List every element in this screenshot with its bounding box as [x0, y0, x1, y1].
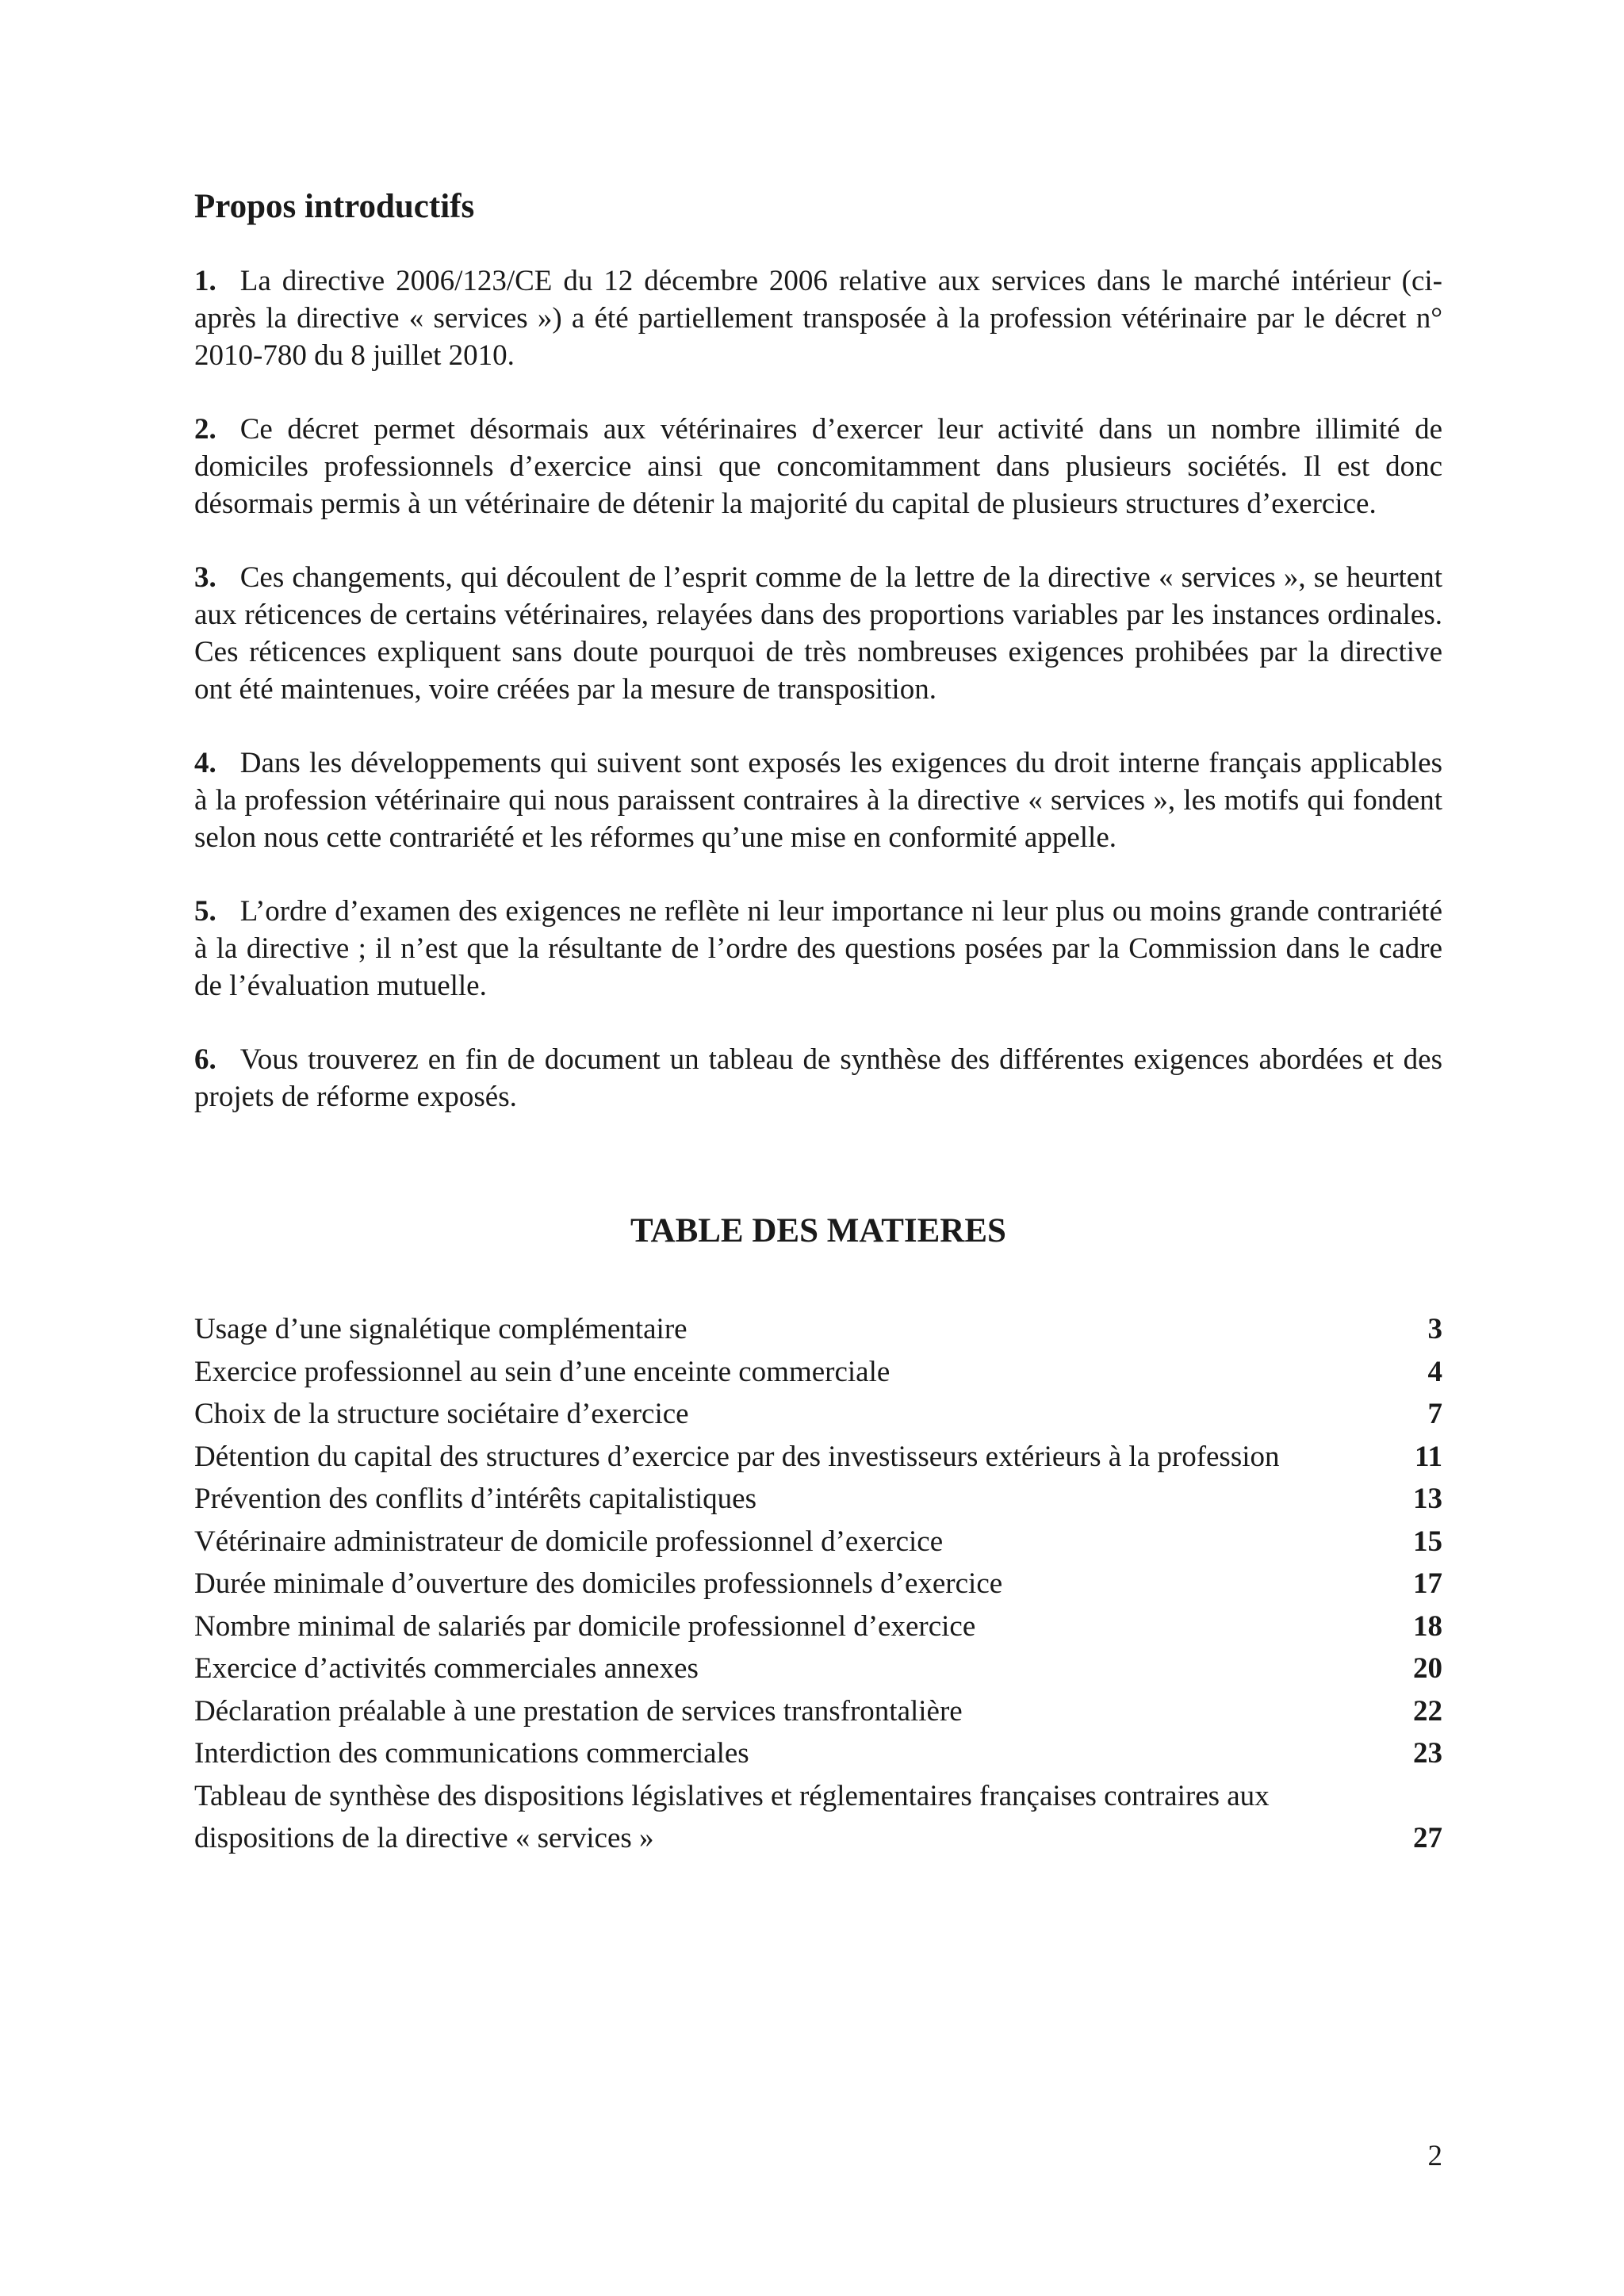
toc-entry-page: 11	[1415, 1440, 1442, 1473]
toc-entry[interactable]	[194, 1351, 1442, 1394]
paragraph-number: 3.	[194, 561, 216, 594]
section-title-intro: Propos introductifs	[194, 188, 475, 225]
toc-entry-label: Exercice professionnel au sein d’une enceinte commerciale	[194, 1355, 891, 1388]
toc-entry[interactable]	[194, 1521, 1442, 1563]
paragraph-text: Ces changements, qui découlent de l’esprit comme de la lettre de la directive « services », se heurtent aux réticences de certains vétérinaires, relayées dans des proportions variables par les instances ordinales. Ces réticences expliquent sans doute pourquoi de très nombreuses exigences prohibées par la directive ont été maintenues, voire créées par la mesure de transposition.	[194, 561, 1442, 706]
toc-entry[interactable]	[194, 1563, 1442, 1605]
toc-entry[interactable]	[194, 1605, 1442, 1648]
paragraph-text: La directive 2006/123/CE du 12 décembre 2006 relative aux services dans le marché intérieur (ci-après la directive « services ») a été partiellement transposée à la profession vétérinaire par le décret n° 2010-780 du 8 juillet 2010.	[194, 264, 1442, 372]
toc-entry-label: Déclaration préalable à une prestation de services transfrontalière	[194, 1694, 963, 1728]
paragraph-4	[194, 744, 1442, 856]
toc-entry[interactable]	[194, 1436, 1442, 1479]
toc-entry-page: 17	[1413, 1567, 1442, 1601]
page-content	[194, 186, 1442, 1860]
toc-entry-page: 20	[1413, 1652, 1442, 1686]
paragraph-text: Vous trouverez en fin de document un tableau de synthèse des différentes exigences abordées et des projets de réforme exposés.	[194, 1043, 1442, 1113]
toc-title: TABLE DES MATIERES	[630, 1211, 1006, 1249]
paragraph-number: 1.	[194, 264, 216, 297]
toc-entry-label: Usage d’une signalétique complémentaire	[194, 1313, 688, 1346]
toc-entry-page: 27	[1413, 1822, 1442, 1855]
toc-entry-label: Tableau de synthèse des dispositions législatives et réglementaires françaises contraires aux dispositions de la directive « services »	[194, 1779, 1270, 1855]
toc-entry-page: 22	[1413, 1694, 1442, 1728]
paragraph-number: 5.	[194, 894, 216, 928]
paragraph-text: Ce décret permet désormais aux vétérinaires d’exercer leur activité dans un nombre illimité de domiciles professionnels d’exercice ainsi que concomitamment dans plusieurs sociétés. Il est donc désormais permis à un vétérinaire de détenir la majorité du capital de plusieurs structures d’exercice.	[194, 412, 1442, 520]
toc-entry-label: Détention du capital des structures d’exercice par des investisseurs extérieurs à la profession	[194, 1440, 1280, 1473]
toc-entry[interactable]	[194, 1308, 1442, 1351]
toc-entry-label: Interdiction des communications commerciales	[194, 1737, 749, 1770]
toc-entry-label: Prévention des conflits d’intérêts capitalistiques	[194, 1483, 756, 1516]
toc-entry[interactable]	[194, 1775, 1442, 1860]
toc-entry-page: 13	[1413, 1483, 1442, 1516]
toc-entry-page: 15	[1413, 1525, 1442, 1558]
toc-entry-page: 23	[1413, 1737, 1442, 1770]
toc-entry-label: Exercice d’activités commerciales annexes	[194, 1652, 699, 1686]
paragraph-6	[194, 1041, 1442, 1115]
paragraph-number: 2.	[194, 412, 216, 446]
toc-entry-label: Durée minimale d’ouverture des domiciles professionnels d’exercice	[194, 1567, 1003, 1601]
paragraph-text: Dans les développements qui suivent sont exposés les exigences du droit interne français applicables à la profession vétérinaire qui nous paraissent contraires à la directive « services », les motifs qui fondent selon nous cette contrariété et les réformes qu’une mise en conformité appelle.	[194, 746, 1442, 854]
toc-entry[interactable]	[194, 1393, 1442, 1436]
toc-entry-page: 4	[1427, 1355, 1442, 1388]
paragraph-5	[194, 893, 1442, 1004]
page-number: 2	[1427, 2140, 1442, 2172]
toc-entry[interactable]	[194, 1690, 1442, 1733]
paragraph-1	[194, 262, 1442, 374]
toc-entry-label: Nombre minimal de salariés par domicile professionnel d’exercice	[194, 1609, 976, 1643]
toc-entry-page: 3	[1427, 1313, 1442, 1346]
toc-entry[interactable]	[194, 1478, 1442, 1521]
toc-entry[interactable]	[194, 1647, 1442, 1690]
toc-entry-label: Vétérinaire administrateur de domicile professionnel d’exercice	[194, 1525, 944, 1558]
toc-entry[interactable]	[194, 1732, 1442, 1775]
paragraph-2	[194, 411, 1442, 522]
paragraph-3	[194, 559, 1442, 708]
toc-entry-page: 18	[1413, 1609, 1442, 1643]
table-of-contents	[194, 1308, 1442, 1860]
toc-entry-page: 7	[1427, 1398, 1442, 1431]
toc-entry-label: Choix de la structure sociétaire d’exercice	[194, 1398, 689, 1431]
paragraph-text: L’ordre d’examen des exigences ne reflète ni leur importance ni leur plus ou moins grande contrariété à la directive ; il n’est que la résultante de l’ordre des questions posées par la Commission dans le cadre de l’évaluation mutuelle.	[194, 894, 1442, 1002]
paragraph-number: 6.	[194, 1043, 216, 1076]
paragraph-number: 4.	[194, 746, 216, 779]
intro-paragraphs	[194, 262, 1442, 1115]
